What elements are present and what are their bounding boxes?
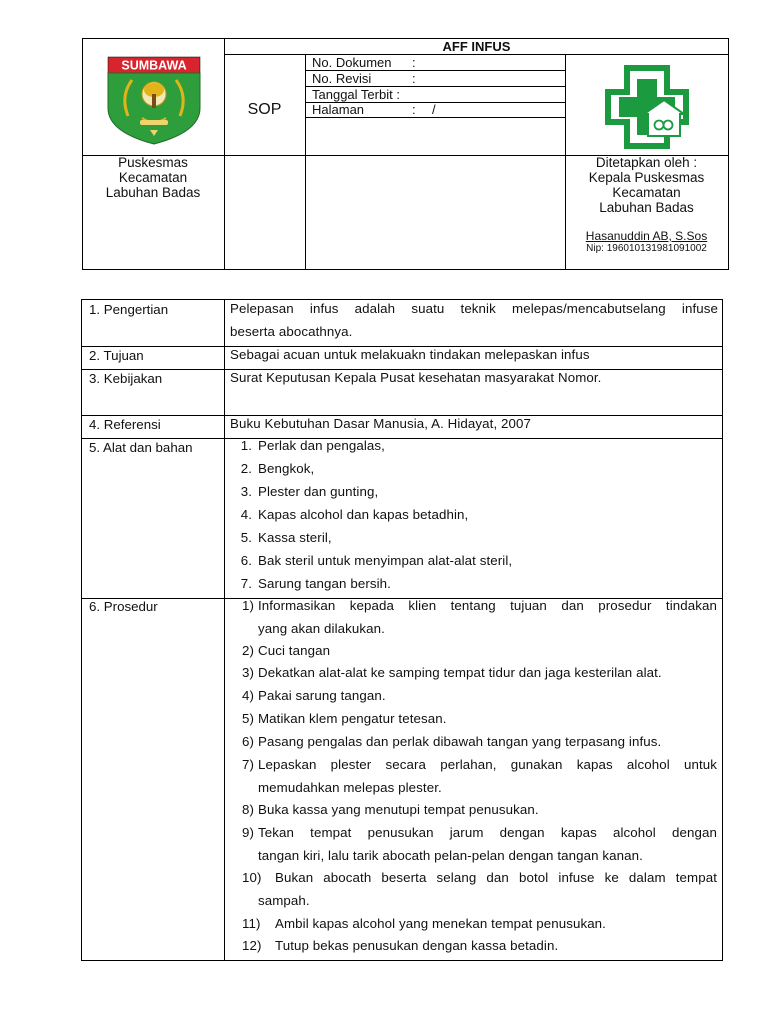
signatory-nip: Nip: 196010131981091002 bbox=[586, 243, 707, 254]
label-prosedur: 6. Prosedur bbox=[89, 599, 158, 614]
list-item: 2. Bengkok, bbox=[240, 461, 315, 476]
list-item: 12) Tutup bekas penusukan dengan kassa betadin. bbox=[242, 938, 559, 953]
label-alat-bahan: 5. Alat dan bahan bbox=[89, 440, 193, 455]
svg-text:SUMBAWA: SUMBAWA bbox=[121, 58, 187, 73]
referensi-text: Buku Kebutuhan Dasar Manusia, A. Hidayat, 2007 bbox=[230, 416, 532, 431]
document-title: AFF INFUS bbox=[442, 39, 511, 54]
organization-name: Puskesmas Kecamatan Labuhan Badas bbox=[105, 155, 201, 200]
label-kebijakan: 3. Kebijakan bbox=[89, 371, 163, 386]
signatory-name: Hasanuddin AB, S.Sos bbox=[585, 229, 708, 243]
list-item: 4. Kapas alcohol dan kapas betadhin, bbox=[240, 507, 469, 522]
list-item: 1) Informasikan kepada klien tentang tujuan dan prosedur tindakan yang akan dilakukan. bbox=[241, 598, 717, 636]
list-item: 5. Kassa steril, bbox=[240, 530, 332, 545]
label-tujuan: 2. Tujuan bbox=[89, 348, 144, 363]
tujuan-text: Sebagai acuan untuk melakuakn tindakan melepaskan infus bbox=[230, 347, 590, 362]
list-item: 3) Dekatkan alat-alat ke samping tempat tidur dan jaga kesterilan alat. bbox=[241, 665, 662, 680]
approval-block: Ditetapkan oleh : Kepala Puskesmas Kecamatan Labuhan Badas bbox=[588, 155, 705, 215]
kebijakan-text: Surat Keputusan Kepala Pusat kesehatan masyarakat Nomor. bbox=[230, 370, 602, 385]
list-item: 1. Perlak dan pengalas, bbox=[240, 438, 385, 453]
list-item: 4) Pakai sarung tangan. bbox=[241, 688, 386, 703]
list-item: 3. Plester dan gunting, bbox=[240, 484, 379, 499]
field-no-dokumen: No. Dokumen : bbox=[312, 55, 416, 70]
list-item: 9) Tekan tempat penusukan jarum dengan kapas alcohol dengan tangan kiri, lalu tarik abocath pelan-pelan dengan tangan kanan. bbox=[241, 825, 717, 863]
list-item: 8) Buka kassa yang menutupi tempat penusukan. bbox=[241, 802, 539, 817]
list-item: 2) Cuci tangan bbox=[241, 643, 331, 658]
label-referensi: 4. Referensi bbox=[89, 417, 161, 432]
field-no-revisi: No. Revisi : bbox=[312, 71, 416, 86]
list-item: 11) Ambil kapas alcohol yang menekan tempat penusukan. bbox=[242, 916, 606, 931]
list-item: 5) Matikan klem pengatur tetesan. bbox=[241, 711, 447, 726]
list-item: 10) Bukan abocath beserta selang dan botol infuse ke dalam tempat sampah. bbox=[242, 870, 717, 908]
field-tanggal-terbit: Tanggal Terbit : bbox=[312, 87, 400, 102]
puskesmas-logo bbox=[604, 64, 690, 150]
list-item: 6) Pasang pengalas dan perlak dibawah tangan yang terpasang infus. bbox=[241, 734, 662, 749]
sumbawa-logo bbox=[106, 56, 202, 146]
field-halaman: Halaman : / bbox=[312, 102, 436, 117]
list-item: 7) Lepaskan plester secara perlahan, gunakan kapas alcohol untuk memudahkan melepas plester. bbox=[241, 757, 717, 795]
doc-type-sop: SOP bbox=[247, 101, 282, 118]
list-item: 7. Sarung tangan bersih. bbox=[240, 576, 391, 591]
pengertian-text: Pelepasan infus adalah suatu teknik melepas/mencabutselang infuse beserta abocathnya. bbox=[230, 301, 718, 339]
list-item: 6. Bak steril untuk menyimpan alat-alat steril, bbox=[240, 553, 513, 568]
alat-list bbox=[232, 434, 717, 594]
prosedur-list bbox=[232, 594, 717, 958]
label-pengertian: 1. Pengertian bbox=[89, 302, 169, 317]
